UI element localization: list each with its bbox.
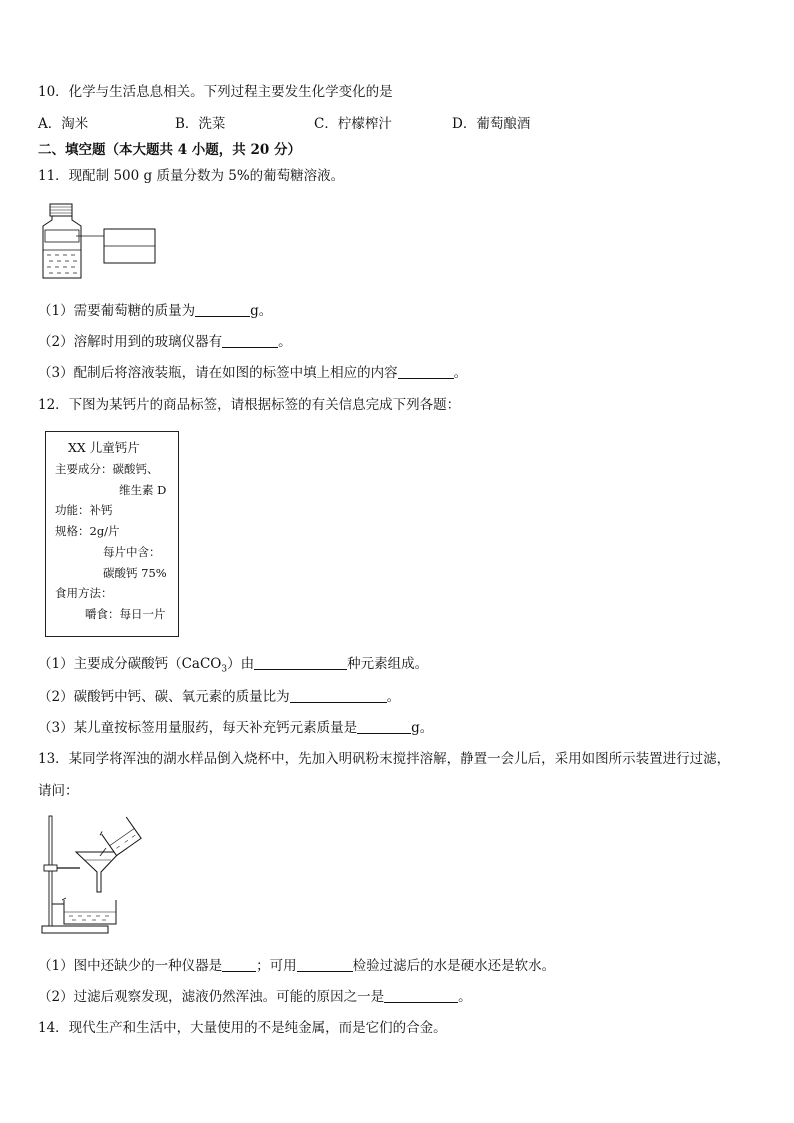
q10-option-d: D．葡萄酿酒 xyxy=(452,116,531,132)
q13-sub2-text-b: 。 xyxy=(458,989,472,1005)
q10-option-a: A．淘米 xyxy=(38,116,89,132)
label-per-tablet: 每片中含： xyxy=(103,545,161,559)
q12-sub1-text-a: （1）主要成分碳酸钙（CaCO xyxy=(38,656,222,672)
q13-stem-cont: 请问： xyxy=(38,783,79,799)
q13-stem: 13．某同学将浑浊的湖水样品倒入烧杯中，先加入明矾粉末搅拌溶解，静置一会儿后，采用如图所示装置进行过滤， xyxy=(38,751,731,767)
section-title: 二、填空题（本大题共 4 小题，共 20 分） xyxy=(38,142,301,158)
q11-sub3 xyxy=(38,364,467,382)
answer-blank[interactable] xyxy=(398,364,454,379)
answer-blank[interactable] xyxy=(297,957,353,972)
q11-sub2-text-b: 。 xyxy=(278,334,292,350)
label-product-name: XX 儿童钙片 xyxy=(68,440,140,455)
answer-blank[interactable] xyxy=(357,719,411,734)
q10-option-c: C．柠檬榨汁 xyxy=(314,116,392,132)
q12-stem: 12．下图为某钙片的商品标签，请根据标签的有关信息完成下列各题： xyxy=(38,397,461,413)
q11-stem: 11．现配制 500 g 质量分数为 5%的葡萄糖溶液。 xyxy=(38,168,345,184)
reagent-bottle-figure xyxy=(38,200,160,282)
label-usage-detail: 嚼食：每日一片 xyxy=(85,607,166,621)
q11-sub1-text-a: （1）需要葡萄糖的质量为 xyxy=(38,303,196,319)
q12-sub1-text-b: ）由 xyxy=(227,656,255,672)
q11-sub2 xyxy=(38,333,292,351)
q11-sub1-text-b: g。 xyxy=(250,303,273,319)
q11-sub3-text-a: （3）配制后将溶液装瓶，请在如图的标签中填上相应的内容 xyxy=(38,365,398,381)
answer-blank[interactable] xyxy=(384,988,458,1003)
q10-option-b: B．洗菜 xyxy=(175,116,226,132)
q12-sub3-text-b: g。 xyxy=(411,720,434,736)
answer-blank[interactable] xyxy=(195,302,250,317)
answer-blank[interactable] xyxy=(222,957,256,972)
q12-sub2-text-b: 。 xyxy=(386,689,401,705)
q12-sub1 xyxy=(38,655,428,679)
q13-sub1-text-a: （1）图中还缺少的一种仪器是 xyxy=(38,958,223,974)
label-ingredients-cont: 维生素 D xyxy=(119,483,167,497)
q13-sub1 xyxy=(38,957,555,975)
q13-sub2 xyxy=(38,988,472,1006)
q14-stem: 14．现代生产和生活中，大量使用的不是纯金属，而是它们的合金。 xyxy=(38,1020,447,1036)
answer-blank[interactable] xyxy=(290,688,387,703)
label-usage: 食用方法： xyxy=(55,586,113,600)
q12-sub3 xyxy=(38,719,433,737)
q13-sub1-text-b: ；可用 xyxy=(256,958,297,974)
q11-sub2-text-a: （2）溶解时用到的玻璃仪器有 xyxy=(38,334,223,350)
q12-sub1-text-c: 种元素组成。 xyxy=(347,656,429,672)
q12-sub3-text-a: （3）某儿童按标签用量服药，每天补充钙元素质量是 xyxy=(38,720,358,736)
q12-sub2 xyxy=(38,688,400,706)
q12-sub2-text-a: （2）碳酸钙中钙、碳、氧元素的质量比为 xyxy=(38,689,290,705)
calcium-tablet-label xyxy=(45,431,179,637)
answer-blank[interactable] xyxy=(254,655,347,670)
q10-stem: 10．化学与生活息息相关。下列过程主要发生化学变化的是 xyxy=(38,84,393,100)
label-spec: 规格：2g/片 xyxy=(55,524,120,538)
label-ingredients: 主要成分：碳酸钙、 xyxy=(55,462,159,476)
q13-sub2-text-a: （2）过滤后观察发现，滤液仍然浑浊。可能的原因之一是 xyxy=(38,989,385,1005)
subscript: 3 xyxy=(221,664,228,675)
label-caco3-content: 碳酸钙 75% xyxy=(103,566,167,580)
filtration-apparatus-figure xyxy=(38,812,150,938)
label-function: 功能：补钙 xyxy=(55,503,113,517)
q11-sub3-text-b: 。 xyxy=(453,365,468,381)
q13-sub1-text-c: 检验过滤后的水是硬水还是软水。 xyxy=(352,958,556,974)
q11-sub1 xyxy=(38,302,272,320)
answer-blank[interactable] xyxy=(222,333,278,348)
